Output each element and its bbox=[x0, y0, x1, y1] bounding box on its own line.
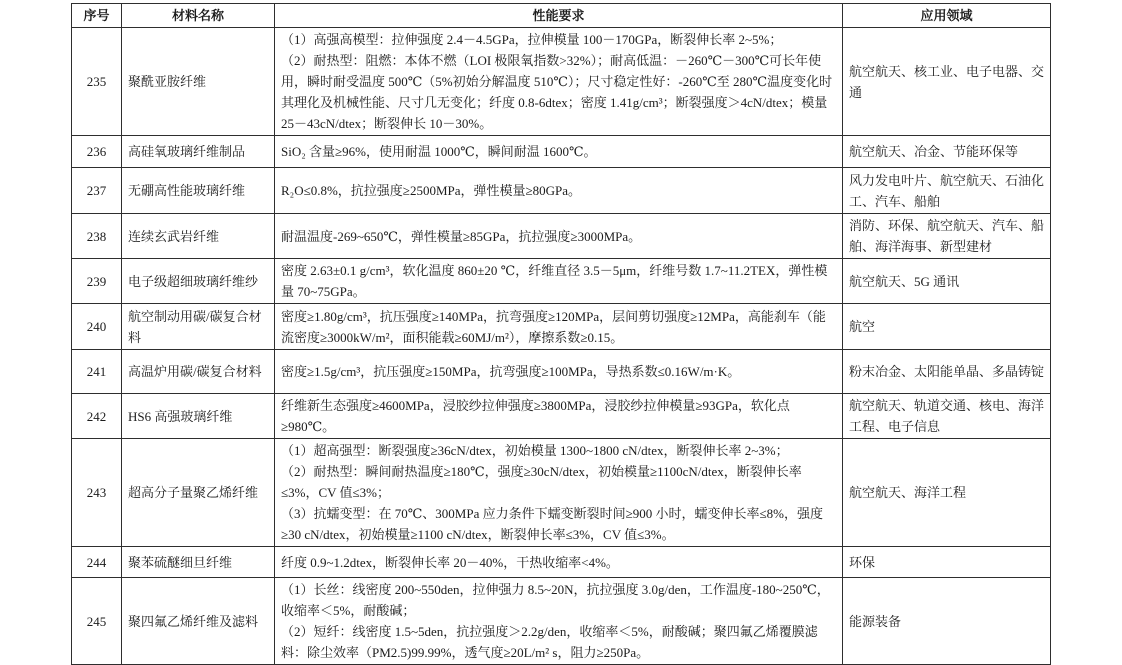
material-name: 超高分子量聚乙烯纤维 bbox=[122, 439, 275, 547]
material-name: 聚四氟乙烯纤维及滤料 bbox=[122, 578, 275, 665]
table-row bbox=[72, 578, 1051, 665]
material-name: 高温炉用碳/碳复合材料 bbox=[122, 350, 275, 394]
performance-requirements bbox=[275, 350, 843, 394]
performance-requirements bbox=[275, 578, 843, 665]
table-row bbox=[72, 168, 1051, 214]
application-field: 能源装备 bbox=[843, 578, 1051, 665]
performance-paragraph: （1）长丝：线密度 200~550den，拉伸强力 8.5~20N，抗拉强度 3.0g/den，工作温度-180~250℃，收缩率＜5%，耐酸碱； bbox=[281, 582, 830, 618]
material-name: 聚酰亚胺纤维 bbox=[122, 28, 275, 136]
application-field: 航空航天、轨道交通、核电、海洋工程、电子信息 bbox=[843, 394, 1051, 439]
header-row bbox=[72, 4, 1051, 28]
performance-paragraph: 耐温温度-269~650℃，弹性模量≥85GPa，抗拉强度≥3000MPa。 bbox=[281, 228, 642, 244]
application-field: 航空航天、5G 通讯 bbox=[843, 259, 1051, 304]
header-serial-number: 序号 bbox=[72, 4, 122, 28]
row-serial-number: 243 bbox=[72, 439, 122, 547]
performance-requirements bbox=[275, 304, 843, 350]
row-serial-number: 242 bbox=[72, 394, 122, 439]
row-serial-number: 238 bbox=[72, 214, 122, 259]
performance-paragraph: （1）高强高模型：拉伸强度 2.4－4.5GPa，拉伸模量 100－170GPa，断裂伸长率 2~5%； bbox=[281, 32, 783, 47]
material-name: 连续玄武岩纤维 bbox=[122, 214, 275, 259]
performance-requirements bbox=[275, 259, 843, 304]
material-name: 聚苯硫醚细旦纤维 bbox=[122, 547, 275, 578]
performance-paragraph: R₂O≤0.8%，抗拉强度≥2500MPa，弹性模量≥80GPa。 bbox=[281, 183, 582, 198]
performance-paragraph: 密度 2.63±0.1 g/cm³，软化温度 860±20 ℃，纤维直径 3.5－5μm，纤维号数 1.7~11.2TEX，弹性模量 70~75GPa。 bbox=[281, 263, 828, 299]
row-serial-number: 237 bbox=[72, 168, 122, 214]
application-field: 航空航天、核工业、电子电器、交通 bbox=[843, 28, 1051, 136]
header-performance-requirements: 性能要求 bbox=[275, 4, 843, 28]
performance-requirements bbox=[275, 214, 843, 259]
application-field: 航空 bbox=[843, 304, 1051, 350]
row-serial-number: 236 bbox=[72, 136, 122, 168]
row-serial-number: 245 bbox=[72, 578, 122, 665]
material-name: 航空制动用碳/碳复合材料 bbox=[122, 304, 275, 350]
application-field: 航空航天、海洋工程 bbox=[843, 439, 1051, 547]
application-field: 环保 bbox=[843, 547, 1051, 578]
application-field: 航空航天、冶金、节能环保等 bbox=[843, 136, 1051, 168]
header-application-field: 应用领域 bbox=[843, 4, 1051, 28]
table-row bbox=[72, 304, 1051, 350]
application-field: 消防、环保、航空航天、汽车、船舶、海洋海事、新型建材 bbox=[843, 214, 1051, 259]
application-field: 风力发电叶片、航空航天、石油化工、汽车、船舶 bbox=[843, 168, 1051, 214]
material-name: 无硼高性能玻璃纤维 bbox=[122, 168, 275, 214]
performance-requirements bbox=[275, 168, 843, 214]
performance-requirements bbox=[275, 439, 843, 547]
table-row bbox=[72, 136, 1051, 168]
row-serial-number: 235 bbox=[72, 28, 122, 136]
performance-requirements bbox=[275, 547, 843, 578]
row-serial-number: 240 bbox=[72, 304, 122, 350]
performance-requirements bbox=[275, 136, 843, 168]
performance-paragraph: （2）短纤：线密度 1.5~5den，抗拉强度＞2.2g/den，收缩率＜5%，耐酸碱；聚四氟乙烯覆膜滤料：除尘效率（PM2.5)99.99%，透气度≥20L/m² s，阻力≥250Pa。 bbox=[281, 624, 818, 660]
row-serial-number: 244 bbox=[72, 547, 122, 578]
application-field: 粉末冶金、太阳能单晶、多晶铸锭 bbox=[843, 350, 1051, 394]
table-header bbox=[72, 4, 1051, 28]
performance-paragraph: （1）超高强型：断裂强度≥36cN/dtex，初始模量 1300~1800 cN/dtex，断裂伸长率 2~3%； bbox=[281, 443, 789, 458]
table-row bbox=[72, 439, 1051, 547]
row-serial-number: 241 bbox=[72, 350, 122, 394]
performance-paragraph: 纤度 0.9~1.2dtex，断裂伸长率 20－40%，干热收缩率<4%。 bbox=[281, 554, 619, 570]
table-row bbox=[72, 547, 1051, 578]
material-name: 电子级超细玻璃纤维纱 bbox=[122, 259, 275, 304]
material-name: 高硅氧玻璃纤维制品 bbox=[122, 136, 275, 168]
performance-paragraph: 纤维新生态强度≥4600MPa，浸胶纱拉伸强度≥3800MPa，浸胶纱拉伸模量≥93GPa，软化点≥980℃。 bbox=[281, 398, 790, 434]
header-material-name: 材料名称 bbox=[122, 4, 275, 28]
table-row bbox=[72, 259, 1051, 304]
table-row bbox=[72, 214, 1051, 259]
row-serial-number: 239 bbox=[72, 259, 122, 304]
performance-paragraph: （2）耐热型：瞬间耐热温度≥180℃，强度≥30cN/dtex，初始模量≥1100cN/dtex，断裂伸长率≤3%，CV 值≤3%； bbox=[281, 464, 802, 500]
table-row bbox=[72, 28, 1051, 136]
performance-paragraph: （2）耐热型：阻燃：本体不燃（LOI 极限氧指数>32%）；耐高低温：－260℃－300℃可长年使用，瞬时耐受温度 500℃（5%初始分解温度 510℃）；尺寸稳定性好：-260℃至 280℃温度变化时其理化及机械性能、尺寸几无变化；纤度 0.8-6dtex；密度 1.41g/cm³；断裂强度＞4cN/dtex；模量 25－43cN/dtex；断裂伸长 10－30%。 bbox=[281, 53, 833, 131]
performance-paragraph: （3）抗蠕变型：在 70℃、300MPa 应力条件下蠕变断裂时间≥900 小时，蠕变伸长率≤8%，强度≥30 cN/dtex，初始模量≥1100 cN/dtex，断裂伸长率≤3%，CV 值≤3%。 bbox=[281, 506, 823, 542]
performance-paragraph: 密度≥1.5g/cm³，抗压强度≥150MPa，抗弯强度≥100MPa，导热系数≤0.16W/m·K。 bbox=[281, 364, 741, 379]
performance-requirements bbox=[275, 28, 843, 136]
materials-table bbox=[71, 3, 1051, 665]
table-row bbox=[72, 350, 1051, 394]
performance-paragraph: SiO₂ 含量≥96%，使用耐温 1000℃，瞬间耐温 1600℃。 bbox=[281, 144, 597, 159]
performance-paragraph: 密度≥1.80g/cm³，抗压强度≥140MPa，抗弯强度≥120MPa，层间剪切强度≥12MPa，高能刹车（能流密度≥3000kW/m²，面积能载≥60MJ/m²），摩擦系数≥0.15。 bbox=[281, 308, 826, 345]
performance-requirements bbox=[275, 394, 843, 439]
table-body bbox=[72, 28, 1051, 665]
material-name: HS6 高强玻璃纤维 bbox=[122, 394, 275, 439]
table-row bbox=[72, 394, 1051, 439]
